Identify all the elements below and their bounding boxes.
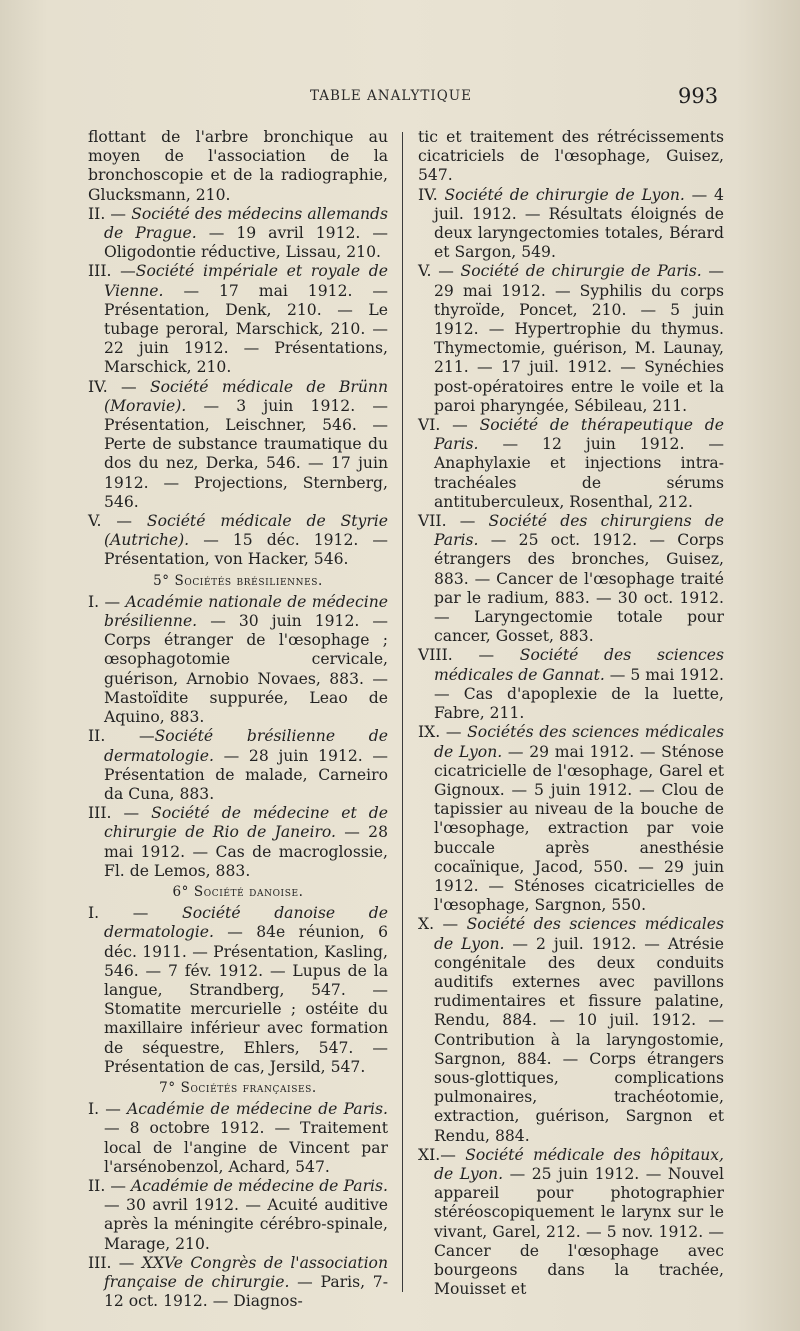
entry-text: X. — — [418, 915, 467, 934]
entry-text: — 19 avril 1912. — Oligodontie réductive, Lissau, 210. — [104, 224, 388, 262]
entry-text: — 30 juin 1912. — Corps étranger de l'œsophage ; œsophagotomie cervicale, guérison, Arnobio Novaes, 883. — Mastoïdite suppurée, Leao de Aquino, 883. — [104, 612, 388, 727]
society-name: Société des chirurgiens de Paris. — [434, 512, 724, 550]
left-column — [88, 128, 388, 1311]
society-name: Académie nationale de médecine brésilienne. — [104, 592, 388, 631]
index-entry — [88, 804, 388, 881]
entry-text: II. — — [88, 204, 132, 223]
society-name: Société médicale de Brünn (Moravie). — [104, 377, 388, 415]
society-name: Société de chirurgie de Paris. — [460, 262, 702, 281]
society-name: Société danoise de dermatologie. — [104, 904, 388, 942]
entry-text: tic et traitement des rétrécissements cicatriciels de l'œsophage, Guisez, 547. — [418, 128, 724, 185]
entry-text: 6° Société danoise. — [172, 883, 304, 900]
index-entry — [88, 205, 388, 263]
index-entry — [88, 1100, 388, 1177]
entry-text: 7° Sociétés françaises. — [159, 1079, 317, 1096]
entry-text: — 29 mai 1912. — Syphilis du corps thyroïde, Poncet, 210. — 5 juin 1912. — Hypertrophie du thymus. Thymectomie, guérison, M. Launay, 211. — 17 juil. 1912. — Synéchies post-opératoires entre le voile et la paroi pharyngée, Sébileau, 211. — [434, 262, 725, 415]
entry-text: — Paris, 7-12 oct. 1912. — Diagnos- — [104, 1272, 388, 1311]
entry-text: II. — — [88, 727, 155, 746]
index-entry — [88, 128, 388, 205]
entry-text: I. — — [88, 1100, 127, 1119]
entry-text: V. — — [418, 262, 461, 281]
entry-text: III. — — [88, 1253, 142, 1272]
index-entry — [88, 1177, 388, 1254]
index-entry — [418, 262, 724, 416]
entry-text: — 3 juin 1912. — Présentation, Leischner, 546. — Perte de substance traumatique du dos du nez, Derka, 546. — 17 juin 1912. — Projections, Sternberg, 546. — [104, 396, 388, 511]
society-name: Société de thérapeutique de Paris. — [434, 416, 724, 454]
index-entry — [418, 646, 724, 723]
entry-text: V. — — [88, 512, 147, 531]
index-entry — [418, 186, 724, 263]
entry-text: 5° Sociétés brésiliennes. — [153, 572, 323, 589]
entry-text: — 15 déc. 1912. — Présentation, von Hacker, 546. — [104, 531, 388, 569]
society-name: XXVe Congrès de l'association française de chirurgie. — [104, 1253, 388, 1291]
entry-text: IV. — [418, 185, 445, 204]
entry-text: — 17 mai 1912. — Présentation, Denk, 210. — Le tubage peroral, Marschick, 210. — 22 juin 1912. — Présentations, Marschick, 210. — [104, 281, 388, 377]
society-name: Société brésilienne de dermatologie. — [104, 727, 389, 765]
index-entry — [88, 1254, 388, 1312]
society-name: Société des sciences médicales de Gannat. — [434, 646, 724, 684]
society-name: Académie de médecine de Paris. — [126, 1100, 389, 1119]
society-name: Académie de médecine de Paris. — [131, 1176, 388, 1195]
index-entry — [88, 727, 388, 804]
index-entry — [418, 128, 724, 186]
entry-text: II. — — [88, 1176, 132, 1195]
society-name: Société des sciences médicales de Lyon. — [434, 915, 724, 953]
entry-text: — 28 mai 1912. — Cas de macroglossie, Fl. de Lemos, 883. — [104, 823, 388, 880]
society-name: Sociétés des sciences médicales de Lyon. — [434, 723, 724, 761]
index-entry — [418, 512, 724, 646]
society-name: Société de chirurgie de Lyon. — [444, 185, 685, 204]
section-heading — [88, 883, 388, 902]
entry-text: IV. — — [88, 377, 150, 396]
entry-text: — 30 avril 1912. — Acuité auditive après la méningite cérébro-spinale, Marage, 210. — [104, 1196, 388, 1253]
society-name: Société des médecins allemands de Prague. — [104, 204, 388, 243]
column-divider — [402, 132, 403, 1292]
entry-text: — 84e réunion, 6 déc. 1911. — Présentation, Kasling, 546. — 7 fév. 1912. — Lupus de la langue, Strandberg, 547. — Stomatite mercurielle ; ostéite du maxillaire inférieur avec formation de séquestre, Ehlers, 547. — Présentation de cas, Jersild, 547. — [104, 923, 388, 1076]
entry-text: VIII. — — [418, 646, 520, 665]
entry-text: — 2 juil. 1912. — Atrésie congénitale des deux conduits auditifs externes avec pavillons rudimentaires et fissure palatine, Rendu, 884. — 10 juil. 1912. — Contribution à la laryngostomie, Sargnon, 884. — Corps étrangers sous-glottiques, complications pulmonaires, trachéotomie, extraction, guérison, Sargnon et Rendu, 884. — [434, 934, 724, 1145]
entry-text: — 25 oct. 1912. — Corps étrangers des bronches, Guisez, 883. — Cancer de l'œsophage traité par le radium, 883. — 30 oct. 1912. — Laryngectomie totale pour cancer, Gosset, 883. — [434, 531, 724, 646]
index-entry — [418, 1146, 724, 1300]
society-name: Société impériale et royale de Vienne. — [104, 262, 388, 300]
entry-text: — 12 juin 1912. — Anaphylaxie et injections intra-trachéales de sérums antituberculeux, Rosenthal, 212. — [434, 435, 724, 511]
page-number: 993 — [678, 84, 719, 108]
entry-text: III. — — [88, 804, 152, 823]
entry-text: IX. — — [418, 723, 468, 742]
right-column — [418, 128, 724, 1299]
entry-text: — 8 octobre 1912. — Traitement local de l'angine de Vincent par l'arsénobenzol, Achard, 547. — [104, 1119, 388, 1176]
entry-text: XI.— — [418, 1145, 466, 1164]
index-entry — [88, 593, 388, 727]
entry-text: — 25 juin 1912. — Nouvel appareil pour photographier stéréoscopiquement le larynx sur le vivant, Garel, 212. — 5 nov. 1912. — Cancer de l'œsophage avec bourgeons dans la trachée, Mouisset et — [434, 1164, 725, 1299]
index-entry — [88, 262, 388, 377]
entry-text: I. — — [88, 904, 183, 923]
entry-text: VII. — — [418, 512, 489, 531]
entry-text: flottant de l'arbre bronchique au moyen de l'association de la bronchoscopie et de la radiographie, Glucksmann, 210. — [88, 128, 388, 204]
index-entry — [88, 512, 388, 570]
section-heading — [88, 572, 388, 591]
entry-text: — 28 juin 1912. — Présentation de malade, Carneiro da Cuna, 883. — [104, 746, 388, 803]
society-name: Société médicale des hôpitaux, de Lyon. — [434, 1145, 724, 1183]
index-entry — [88, 904, 388, 1077]
entry-text: — 5 mai 1912. — Cas d'apoplexie de la luette, Fabre, 211. — [434, 665, 724, 723]
entry-text: I. — — [88, 592, 126, 611]
index-entry — [418, 416, 724, 512]
entry-text: VI. — — [418, 416, 480, 435]
society-name: Société médicale de Styrie (Autriche). — [104, 512, 389, 550]
section-heading — [88, 1079, 388, 1098]
page-header — [0, 84, 800, 114]
entry-text: III. — — [88, 262, 136, 281]
index-entry — [418, 723, 724, 915]
running-title: TABLE ANALYTIQUE — [310, 88, 473, 104]
index-entry — [418, 915, 724, 1145]
entry-text: — 4 juil. 1912. — Résultats éloignés de deux laryngectomies totales, Bérard et Sargon, 549. — [434, 185, 724, 262]
society-name: Société de médecine et de chirurgie de Rio de Janeiro. — [104, 804, 388, 842]
index-entry — [88, 378, 388, 512]
entry-text: — 29 mai 1912. — Sténose cicatricielle de l'œsophage, Garel et Gignoux. — 5 juin 1912. — Clou de tapissier au niveau de la bouche de l'œsophage, extraction par voie buccale après anesthésie cocaïnique, Jacod, 550. — 29 juin 1912. — Sténoses cicatricielles de l'œsophage, Sargnon, 550. — [434, 742, 724, 915]
